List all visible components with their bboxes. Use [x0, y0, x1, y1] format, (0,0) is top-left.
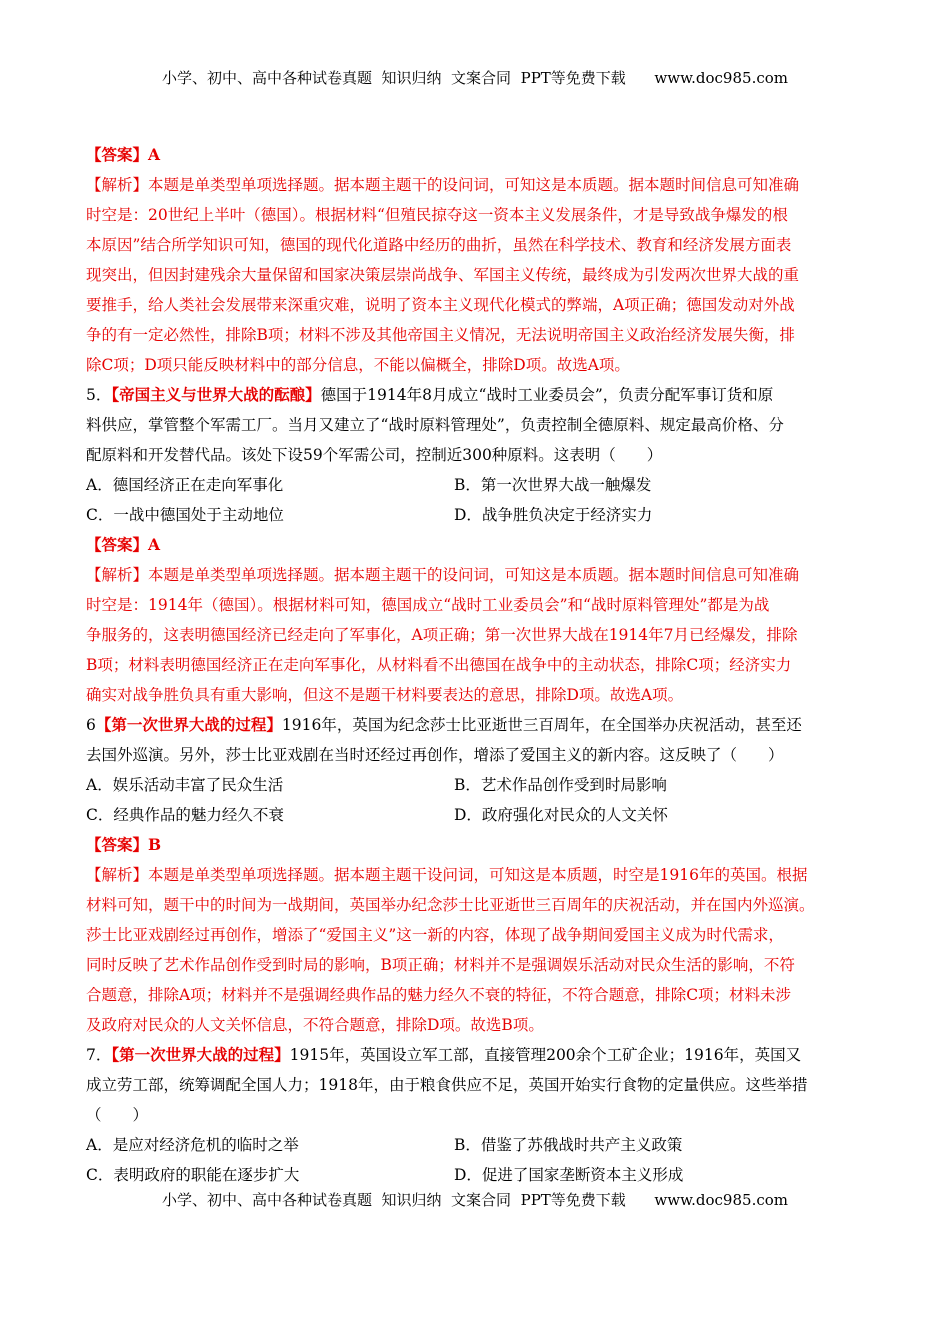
q7-number: 7．	[86, 1046, 112, 1064]
q5-option-d: D．战争胜负决定于经济实力	[454, 506, 653, 524]
q5-analysis-line: B项；材料表明德国经济正在走向军事化，从材料看不出德国在战争中的主动状态，排除C项；经济实力	[86, 656, 792, 674]
q6-number: 6	[86, 716, 96, 734]
page-footer: 小学、初中、高中各种试卷真题 知识归纳 文案合同 PPT等免费下载 www.doc985.com	[161, 1191, 788, 1209]
q7-options-row	[86, 1130, 870, 1160]
q6-stem	[86, 710, 870, 740]
q6-option-a: A．娱乐活动丰富了民众生活	[86, 776, 284, 794]
q7-topic-tag: 【第一次世界大战的过程】	[111, 1045, 290, 1064]
q7-stem-line: 成立劳工部，统筹调配全国人力；1918年，由于粮食供应不足，英国开始实行食物的定量供应。这些举措	[86, 1076, 808, 1094]
q5-analysis-line: 【解析】本题是单类型单项选择题。据本题主题干的设问词，可知这是本质题。据本题时间信息可知准确	[86, 566, 800, 584]
q5-analysis-line: 确实对战争胜负具有重大影响，但这不是题干材料要表达的意思，排除D项。故选A项。	[86, 686, 684, 704]
q5-stem	[86, 380, 870, 410]
q6-options-row	[86, 800, 870, 830]
q5-stem-text: 德国于1914年8月成立“战时工业委员会”，负责分配军事订货和原	[320, 386, 774, 404]
q7-options-row	[86, 1160, 870, 1190]
q5-options-row	[86, 470, 870, 500]
q6-analysis-line: 同时反映了艺术作品创作受到时局的影响，B项正确；材料并不是强调娱乐活动对民众生活的影响，不符	[86, 956, 795, 974]
q4-analysis-line: 【解析】本题是单类型单项选择题。据本题主题干的设问词，可知这是本质题。据本题时间信息可知准确	[86, 176, 800, 194]
q7-option-a: A．是应对经济危机的临时之举	[86, 1136, 299, 1154]
q5-answer: 【答案】A	[86, 535, 161, 554]
q5-analysis-line: 时空是：1914年（德国）。根据材料可知，德国成立“战时工业委员会”和“战时原料管理处”都是为战	[86, 596, 770, 614]
q5-topic-tag: 【帝国主义与世界大战的酝酿】	[111, 385, 321, 404]
q7-stem-text: 1915年，英国设立军工部，直接管理200余个工矿企业；1916年，英国又	[289, 1046, 802, 1064]
q5-analysis-line: 争服务的，这表明德国经济已经走向了军事化，A项正确；第一次世界大战在1914年7月已经爆发，排除	[86, 626, 798, 644]
q7-option-b: B．借鉴了苏俄战时共产主义政策	[454, 1136, 683, 1154]
q6-stem-text: 1916年，英国为纪念莎士比亚逝世三百周年，在全国举办庆祝活动，甚至还	[281, 716, 802, 734]
q4-analysis-line: 要推手，给人类社会发展带来深重灾难，说明了资本主义现代化模式的弊端，A项正确；德国发动对外战	[86, 296, 795, 314]
q6-analysis-line: 【解析】本题是单类型单项选择题。据本题主题干设问词，可知这是本质题，时空是1916年的英国。根据	[86, 866, 808, 884]
q4-analysis-line: 除C项；D项只能反映材料中的部分信息，不能以偏概全，排除D项。故选A项。	[86, 356, 630, 374]
q6-stem-line: 去国外巡演。另外，莎士比亚戏剧在当时还经过再创作，增添了爱国主义的新内容。这反映了（ ）	[86, 746, 784, 764]
document-body	[86, 140, 870, 1190]
q5-options-row	[86, 500, 870, 530]
q4-analysis-line: 争的有一定必然性，排除B项；材料不涉及其他帝国主义情况，无法说明帝国主义政治经济发展失衡，排	[86, 326, 795, 344]
q4-answer: 【答案】A	[86, 145, 161, 164]
q5-option-c: C．一战中德国处于主动地位	[86, 506, 284, 524]
q5-number: 5．	[86, 386, 112, 404]
q6-topic-tag: 【第一次世界大战的过程】	[95, 715, 282, 734]
q6-option-b: B．艺术作品创作受到时局影响	[454, 776, 667, 794]
q6-analysis-line: 及政府对民众的人文关怀信息，不符合题意，排除D项。故选B项。	[86, 1016, 544, 1034]
q5-option-b: B．第一次世界大战一触爆发	[454, 476, 652, 494]
q4-analysis-line: 本原因”结合所学知识可知，德国的现代化道路中经历的曲折，虽然在科学技术、教育和经济发展方面表	[86, 236, 792, 254]
q6-analysis-line: 合题意，排除A项；材料并不是强调经典作品的魅力经久不衰的特征，不符合题意，排除C项；材料未涉	[86, 986, 792, 1004]
q4-analysis-line: 时空是：20世纪上半叶（德国）。根据材料“但殖民掠夺这一资本主义发展条件，才是导致战争爆发的根	[86, 206, 788, 224]
q6-analysis-line: 莎士比亚戏剧经过再创作，增添了“爱国主义”这一新的内容，体现了战争期间爱国主义成为时代需求，	[86, 926, 784, 944]
q5-option-a: A．德国经济正在走向军事化	[86, 476, 284, 494]
page-header: 小学、初中、高中各种试卷真题 知识归纳 文案合同 PPT等免费下载 www.doc985.com	[161, 69, 788, 87]
q7-stem	[86, 1040, 870, 1070]
q6-answer: 【答案】B	[86, 835, 162, 854]
q7-option-c: C．表明政府的职能在逐步扩大	[86, 1166, 300, 1184]
q6-option-c: C．经典作品的魅力经久不衰	[86, 806, 284, 824]
q7-option-d: D．促进了国家垄断资本主义形成	[454, 1166, 684, 1184]
q4-analysis-line: 现突出，但因封建残余大量保留和国家决策层崇尚战争、军国主义传统，最终成为引发两次世界大战的重	[86, 266, 800, 284]
q6-options-row	[86, 770, 870, 800]
q5-stem-line: 配原料和开发替代品。该处下设59个军需公司，控制近300种原料。这表明（ ）	[86, 446, 663, 464]
q7-stem-line: （ ）	[86, 1106, 149, 1124]
q5-stem-line: 料供应，掌管整个军需工厂。当月又建立了“战时原料管理处”，负责控制全德原料、规定最高价格、分	[86, 416, 784, 434]
q6-option-d: D．政府强化对民众的人文关怀	[454, 806, 668, 824]
q6-analysis-line: 材料可知，题干中的时间为一战期间，英国举办纪念莎士比亚逝世三百周年的庆祝活动，并在国内外巡演。	[86, 896, 815, 914]
